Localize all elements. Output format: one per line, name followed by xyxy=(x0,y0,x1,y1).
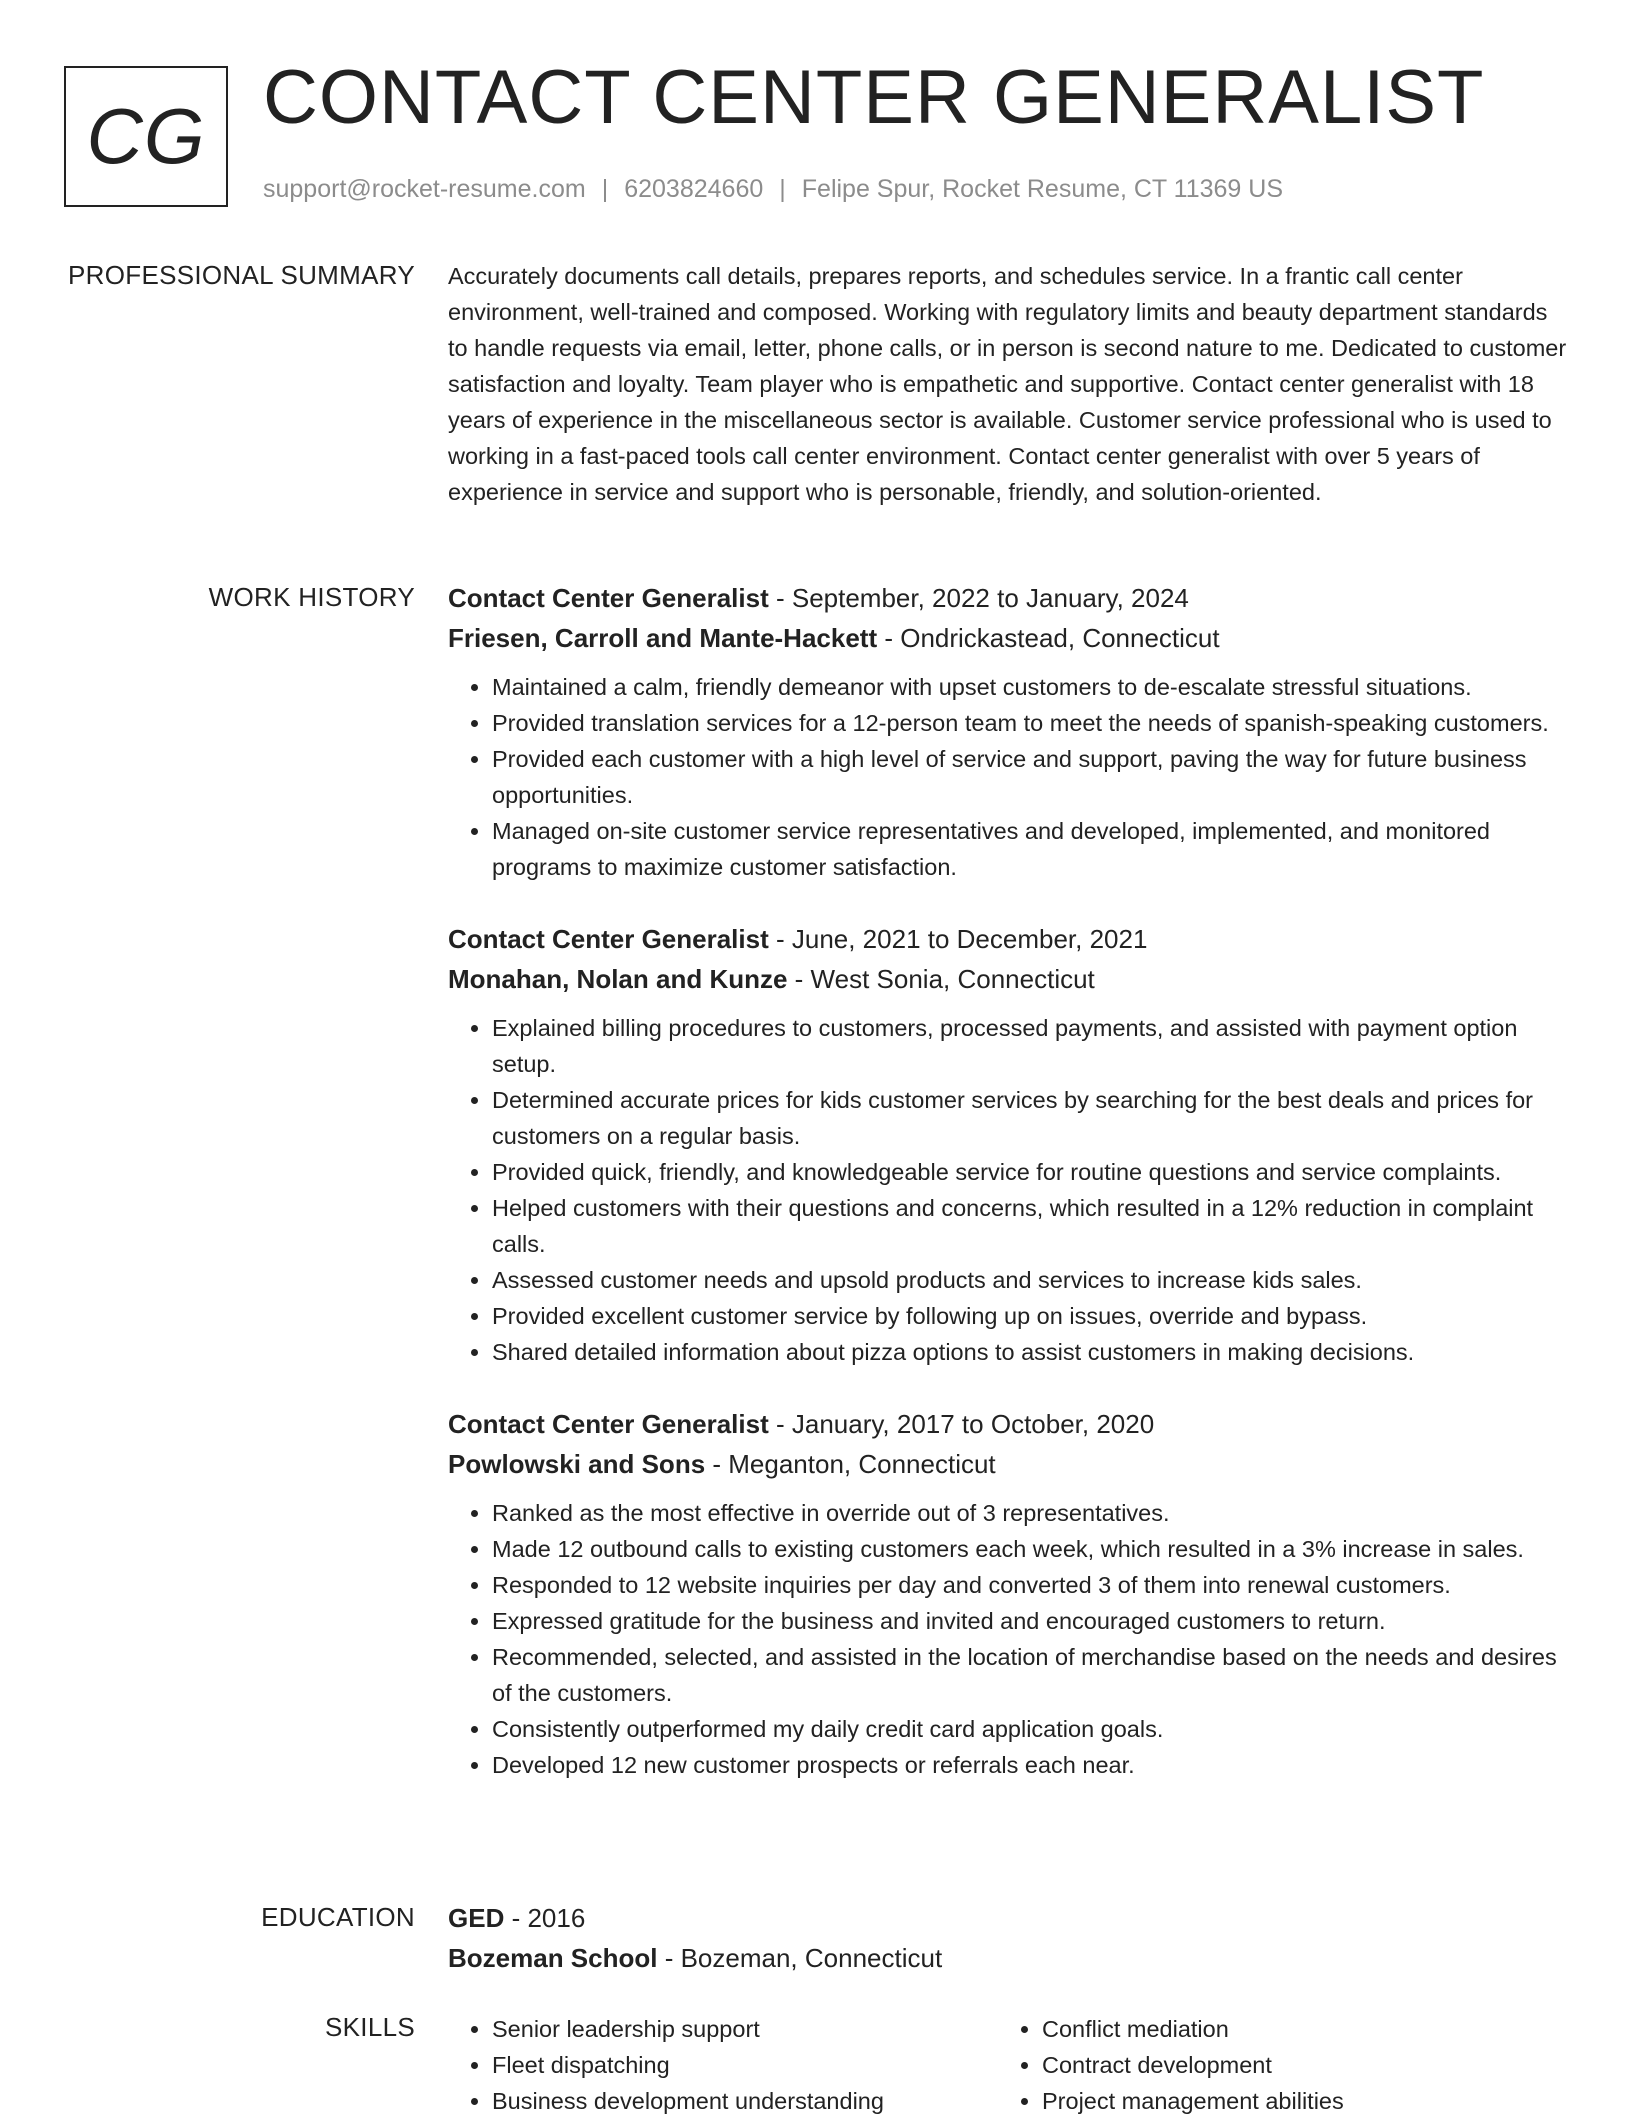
summary-heading: PROFESSIONAL SUMMARY xyxy=(68,260,415,290)
education-degree-line xyxy=(448,1898,1568,1938)
job-bullets xyxy=(448,669,1568,885)
job-bullet: • Developed 12 new customer prospects or referrals each near. xyxy=(492,1747,1568,1783)
job-entry xyxy=(448,1404,1568,1783)
job-role: Contact Center Generalist xyxy=(448,924,769,954)
job-location: - Ondrickastead, Connecticut xyxy=(877,623,1220,653)
contact-phone[interactable]: 6203824660 xyxy=(624,175,764,203)
job-company: Monahan, Nolan and Kunze xyxy=(448,964,788,994)
job-company-line xyxy=(448,1444,1568,1484)
job-bullet: • Made 12 outbound calls to existing customers each week, which resulted in a 3% increase in sales. xyxy=(492,1531,1568,1567)
job-company: Powlowski and Sons xyxy=(448,1449,706,1479)
work-history-body xyxy=(448,578,1568,1817)
contact-separator: | xyxy=(779,175,786,203)
contact-separator: | xyxy=(601,175,609,203)
job-location: - West Sonia, Connecticut xyxy=(787,964,1095,994)
contact-line xyxy=(263,175,1283,204)
job-bullet: • Assessed customer needs and upsold products and services to increase kids sales. xyxy=(492,1262,1568,1298)
job-bullet: • Shared detailed information about pizza options to assist customers in making decisions. xyxy=(492,1334,1568,1370)
skill-item: • Project management abilities xyxy=(1042,2083,1548,2119)
skill-item: • Fleet dispatching xyxy=(492,2047,998,2083)
work-history-heading: WORK HISTORY xyxy=(208,582,415,612)
job-dates: - January, 2017 to October, 2020 xyxy=(768,1409,1155,1439)
job-company: Friesen, Carroll and Mante-Hackett xyxy=(448,623,878,653)
job-company-line xyxy=(448,959,1568,999)
job-role: Contact Center Generalist xyxy=(448,583,769,613)
education-school-line xyxy=(448,1938,1568,1978)
education-school: Bozeman School xyxy=(448,1943,658,1973)
skills-column-left xyxy=(448,2011,998,2119)
job-bullet: • Maintained a calm, friendly demeanor with upset customers to de-escalate stressful situations. xyxy=(492,669,1568,705)
job-entry xyxy=(448,919,1568,1370)
skills-heading: SKILLS xyxy=(325,2012,415,2042)
job-bullets xyxy=(448,1495,1568,1783)
education-body xyxy=(448,1898,1568,1978)
job-bullet: • Consistently outperformed my daily credit card application goals. xyxy=(492,1711,1568,1747)
education-location: - Bozeman, Connecticut xyxy=(657,1943,943,1973)
job-title-line xyxy=(448,1404,1568,1444)
skill-item: • Contract development xyxy=(1042,2047,1548,2083)
education-year: - 2016 xyxy=(504,1903,586,1933)
resume-title: CONTACT CENTER GENERALIST xyxy=(263,55,1485,140)
skills-column-right xyxy=(998,2011,1548,2119)
skills-grid xyxy=(448,2011,1568,2119)
job-bullet: • Expressed gratitude for the business and invited and encouraged customers to return. xyxy=(492,1603,1568,1639)
job-entry xyxy=(448,578,1568,885)
job-title-line xyxy=(448,578,1568,618)
job-bullet: • Managed on-site customer service representatives and developed, implemented, and monitored programs to maximize customer satisfaction. xyxy=(492,813,1568,885)
job-bullet: • Provided translation services for a 12-person team to meet the needs of spanish-speaking customers. xyxy=(492,705,1568,741)
skill-item: • Business development understanding xyxy=(492,2083,998,2119)
job-bullet: • Responded to 12 website inquiries per day and converted 3 of them into renewal customers. xyxy=(492,1567,1568,1603)
skill-item: • Conflict mediation xyxy=(1042,2011,1548,2047)
education-degree: GED xyxy=(448,1903,505,1933)
job-bullet: • Helped customers with their questions and concerns, which resulted in a 12% reduction in complaint calls. xyxy=(492,1190,1568,1262)
contact-email[interactable]: support@rocket-resume.com xyxy=(263,175,586,203)
job-role: Contact Center Generalist xyxy=(448,1409,769,1439)
monogram-logo: CG xyxy=(64,66,228,207)
skill-item: • Senior leadership support xyxy=(492,2011,998,2047)
job-bullet: • Provided excellent customer service by following up on issues, override and bypass. xyxy=(492,1298,1568,1334)
job-bullet: • Determined accurate prices for kids customer services by searching for the best deals and prices for customers on a regular basis. xyxy=(492,1082,1568,1154)
skills-body xyxy=(448,2011,1568,2119)
job-dates: - June, 2021 to December, 2021 xyxy=(768,924,1148,954)
job-bullets xyxy=(448,1010,1568,1370)
job-bullet: • Recommended, selected, and assisted in the location of merchandise based on the needs and desires of the customers. xyxy=(492,1639,1568,1711)
summary-body xyxy=(448,258,1568,510)
job-bullet: • Provided each customer with a high level of service and support, paving the way for future business opportunities. xyxy=(492,741,1568,813)
job-bullet: • Explained billing procedures to customers, processed payments, and assisted with payment option setup. xyxy=(492,1010,1568,1082)
summary-text: Accurately documents call details, prepares reports, and schedules service. In a frantic call center environment, well-trained and composed. Working with regulatory limits and beauty department standards to handle requests via email, letter, phone calls, or in person is second nature to me. Dedicated to customer satisfaction and loyalty. Team player who is empathetic and supportive. Contact center generalist with 18 years of experience in the miscellaneous sector is available. Customer service professional who is used to working in a fast-paced tools call center environment. Contact center generalist with over 5 years of experience in service and support who is personable, friendly, and solution-oriented. xyxy=(448,263,1567,505)
contact-address: Felipe Spur, Rocket Resume, CT 11369 US xyxy=(801,175,1284,203)
job-location: - Meganton, Connecticut xyxy=(705,1449,996,1479)
job-bullet: • Provided quick, friendly, and knowledgeable service for routine questions and service complaints. xyxy=(492,1154,1568,1190)
job-company-line xyxy=(448,618,1568,658)
job-dates: - September, 2022 to January, 2024 xyxy=(768,583,1189,613)
education-heading: EDUCATION xyxy=(261,1902,415,1932)
job-title-line xyxy=(448,919,1568,959)
job-bullet: • Ranked as the most effective in override out of 3 representatives. xyxy=(492,1495,1568,1531)
